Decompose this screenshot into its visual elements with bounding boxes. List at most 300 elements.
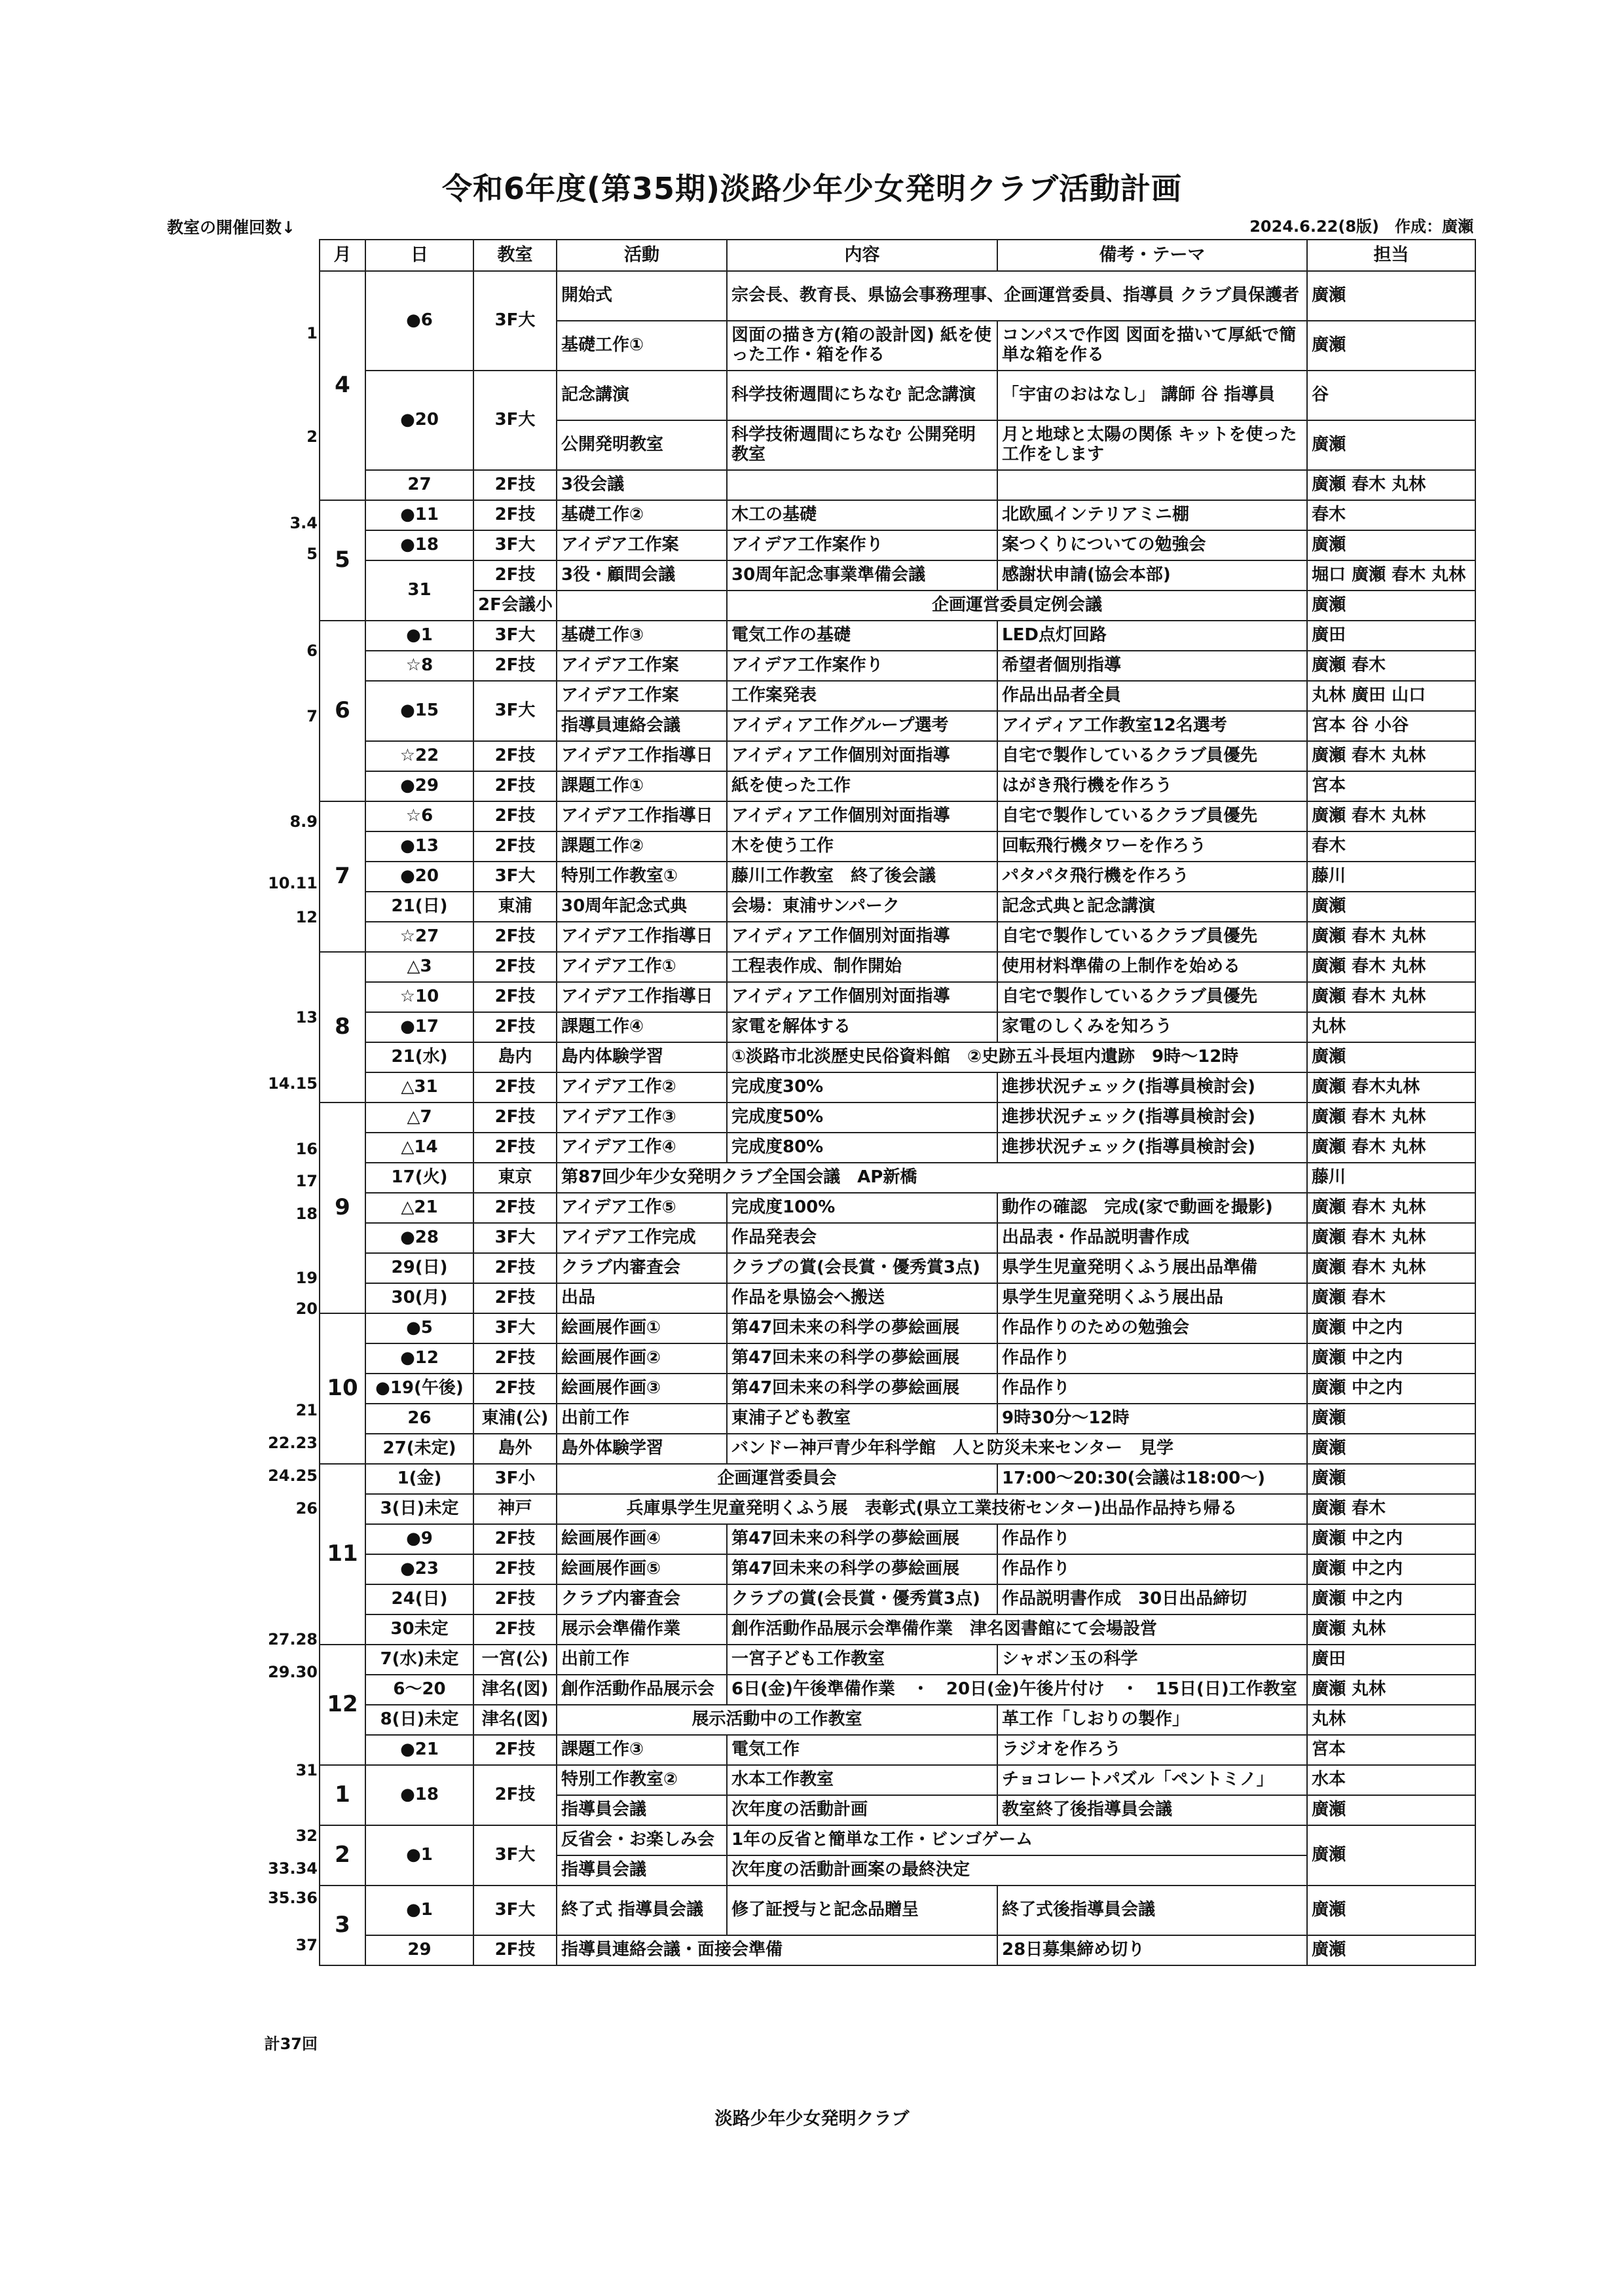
room-cell: 2F技: [473, 1343, 557, 1374]
room-cell: 2F技: [473, 1374, 557, 1404]
activity-cell: 第87回少年少女発明クラブ全国会議 AP新橋: [557, 1163, 1307, 1193]
day-cell: △7: [365, 1102, 473, 1133]
day-cell: 30未定: [365, 1614, 473, 1645]
content-cell: 創作活動作品展示会準備作業 津名図書館にて会場設営: [727, 1614, 1307, 1645]
staff-cell: 廣瀬 春木 丸林: [1307, 1253, 1475, 1283]
staff-cell: 丸林: [1307, 1705, 1475, 1735]
staff-cell: 廣瀬 春木 丸林: [1307, 741, 1475, 771]
table-row: [320, 1464, 1475, 1494]
column-header-month: 月: [320, 240, 365, 271]
session-count-label: 教室の開催回数↓: [167, 218, 295, 237]
staff-cell: 廣瀬 中之内: [1307, 1584, 1475, 1614]
notes-cell: 進捗状況チェック(指導員検討会): [997, 1072, 1307, 1102]
content-cell: 工作案発表: [727, 681, 997, 711]
content-cell: クラブの賞(会長賞・優秀賞3点): [727, 1253, 997, 1283]
staff-cell: 春木: [1307, 500, 1475, 530]
content-cell: 図面の描き方(箱の設計図) 紙を使った工作・箱を作る: [727, 321, 997, 371]
activity-cell: 島内体験学習: [557, 1042, 727, 1072]
content-cell: 6日(金)午後準備作業 ・ 20日(金)午後片付け ・ 15日(日)工作教室: [727, 1675, 1307, 1705]
notes-cell: 9時30分～12時: [997, 1404, 1307, 1434]
table-row: [320, 271, 1475, 321]
table-header-row: [320, 240, 1475, 271]
table-row: [320, 1313, 1475, 1343]
day-cell: 1(金): [365, 1464, 473, 1494]
activity-cell: 指導員会議: [557, 1855, 727, 1886]
day-cell: ☆10: [365, 982, 473, 1012]
room-cell: 2F技: [473, 1193, 557, 1223]
room-cell: 3F小: [473, 1464, 557, 1494]
table-row: [320, 1705, 1475, 1735]
activity-cell: 絵画展作画⑤: [557, 1554, 727, 1584]
session-count: 16: [295, 1140, 318, 1158]
day-cell: ☆22: [365, 741, 473, 771]
room-cell: 東浦: [473, 892, 557, 922]
day-cell: 29: [365, 1935, 473, 1965]
day-cell: 21(日): [365, 892, 473, 922]
staff-cell: 廣瀬: [1307, 1935, 1475, 1965]
activity-cell: アイデア工作④: [557, 1133, 727, 1163]
content-cell: バンドー神戸青少年科学館 人と防災未来センター 見学: [727, 1434, 1307, 1464]
day-cell: ●23: [365, 1554, 473, 1584]
content-cell: アイディア工作個別対面指導: [727, 982, 997, 1012]
table-row: [320, 1584, 1475, 1614]
day-cell: 29(日): [365, 1253, 473, 1283]
room-cell: 2F技: [473, 1102, 557, 1133]
session-count: 17: [295, 1172, 318, 1190]
activity-cell: アイデア工作⑤: [557, 1193, 727, 1223]
table-row: [320, 1102, 1475, 1133]
staff-cell: 廣瀬: [1307, 1795, 1475, 1825]
notes-cell: 北欧風インテリアミニ棚: [997, 500, 1307, 530]
staff-cell: 廣瀬: [1307, 530, 1475, 560]
day-cell: ●12: [365, 1343, 473, 1374]
activity-cell: アイデア工作①: [557, 952, 727, 982]
staff-cell: 廣瀬 春木 丸林: [1307, 470, 1475, 500]
staff-cell: 廣瀬: [1307, 271, 1475, 321]
activity-cell: 島外体験学習: [557, 1434, 727, 1464]
content-cell: 第47回未来の科学の夢絵画展: [727, 1313, 997, 1343]
activity-cell: 課題工作③: [557, 1735, 727, 1765]
room-cell: 3F大: [473, 1825, 557, 1886]
session-count: 35.36: [268, 1889, 318, 1907]
activity-cell: 3役・顧問会議: [557, 560, 727, 591]
staff-cell: 廣瀬 中之内: [1307, 1554, 1475, 1584]
activity-cell: アイデア工作指導日: [557, 982, 727, 1012]
table-row: [320, 1343, 1475, 1374]
content-cell: アイディア工作個別対面指導: [727, 741, 997, 771]
table-row: [320, 1042, 1475, 1072]
staff-cell: 宮本: [1307, 1735, 1475, 1765]
day-cell: ●19(午後): [365, 1374, 473, 1404]
activity-cell: 反省会・お楽しみ会: [557, 1825, 727, 1855]
session-count: 19: [295, 1269, 318, 1287]
content-cell: 完成度50%: [727, 1102, 997, 1133]
month-cell: 4: [320, 271, 365, 500]
session-count: 6: [306, 642, 318, 660]
day-cell: △21: [365, 1193, 473, 1223]
staff-cell: 廣瀬 丸林: [1307, 1614, 1475, 1645]
day-cell: 6～20: [365, 1675, 473, 1705]
notes-cell: チョコレートパズル「ペントミノ」: [997, 1765, 1307, 1795]
table-row: [320, 1675, 1475, 1705]
activity-cell: アイデア工作案: [557, 530, 727, 560]
staff-cell: 廣瀬 丸林: [1307, 1675, 1475, 1705]
notes-cell: 案つくりについての勉強会: [997, 530, 1307, 560]
room-cell: 2F技: [473, 922, 557, 952]
room-cell: 2F技: [473, 560, 557, 591]
notes-cell: 自宅で製作しているクラブ員優先: [997, 982, 1307, 1012]
content-cell: 科学技術週間にちなむ 記念講演: [727, 371, 997, 420]
day-cell: △14: [365, 1133, 473, 1163]
notes-cell: 「宇宙のおはなし」 講師 谷 指導員: [997, 371, 1307, 420]
session-count: 14.15: [268, 1074, 318, 1093]
content-cell: 家電を解体する: [727, 1012, 997, 1042]
notes-cell: LED点灯回路: [997, 621, 1307, 651]
month-cell: 6: [320, 621, 365, 801]
content-cell: 次年度の活動計画: [727, 1795, 997, 1825]
activity-cell: 出前工作: [557, 1645, 727, 1675]
content-cell: 作品発表会: [727, 1223, 997, 1253]
table-row: [320, 1645, 1475, 1675]
table-row: [320, 862, 1475, 892]
session-count: 31: [295, 1761, 318, 1779]
table-row: [320, 1072, 1475, 1102]
activity-cell: アイデア工作②: [557, 1072, 727, 1102]
day-cell: ●6: [365, 271, 473, 371]
staff-cell: 廣瀬 春木 丸林: [1307, 801, 1475, 831]
table-row: [320, 1494, 1475, 1524]
table-row: [320, 560, 1475, 591]
session-count: 22.23: [268, 1434, 318, 1452]
room-cell: 2F技: [473, 500, 557, 530]
activity-cell: 指導員連絡会議・面接会準備: [557, 1935, 997, 1965]
day-cell: ●1: [365, 621, 473, 651]
column-header-content: 内容: [727, 240, 997, 271]
day-cell: ☆6: [365, 801, 473, 831]
content-cell: 第47回未来の科学の夢絵画展: [727, 1374, 997, 1404]
staff-cell: 水本: [1307, 1765, 1475, 1795]
day-cell: ●13: [365, 831, 473, 862]
day-cell: ●18: [365, 1765, 473, 1825]
day-cell: ●21: [365, 1735, 473, 1765]
staff-cell: 廣瀬: [1307, 321, 1475, 371]
day-cell: ●5: [365, 1313, 473, 1343]
activity-cell: 指導員会議: [557, 1795, 727, 1825]
activity-cell: 展示会準備作業: [557, 1614, 727, 1645]
table-row: [320, 651, 1475, 681]
month-cell: 10: [320, 1313, 365, 1464]
room-cell: 2F技: [473, 1133, 557, 1163]
content-cell: 木工の基礎: [727, 500, 997, 530]
content-cell: 展示活動中の工作教室: [557, 1705, 997, 1735]
table-row: [320, 530, 1475, 560]
table-row: [320, 892, 1475, 922]
day-cell: ●20: [365, 862, 473, 892]
content-cell: 紙を使った工作: [727, 771, 997, 801]
activity-cell: クラブ内審査会: [557, 1584, 727, 1614]
day-cell: ●15: [365, 681, 473, 741]
content-cell: 水本工作教室: [727, 1765, 997, 1795]
notes-cell: 作品作り: [997, 1554, 1307, 1584]
activity-cell: アイデア工作完成: [557, 1223, 727, 1253]
room-cell: 東浦(公): [473, 1404, 557, 1434]
day-cell: ●29: [365, 771, 473, 801]
table-row: [320, 801, 1475, 831]
activity-cell: アイデア工作指導日: [557, 741, 727, 771]
session-count: 33.34: [268, 1859, 318, 1878]
activity-cell: クラブ内審査会: [557, 1253, 727, 1283]
activity-plan-table: [319, 239, 1476, 1966]
room-cell: 3F大: [473, 1313, 557, 1343]
staff-cell: 藤川: [1307, 862, 1475, 892]
notes-cell: 作品説明書作成 30日出品締切: [997, 1584, 1307, 1614]
table-row: [320, 1614, 1475, 1645]
activity-cell: 出品: [557, 1283, 727, 1313]
room-cell: 2F技: [473, 1283, 557, 1313]
staff-cell: 廣瀬 春木 丸林: [1307, 1193, 1475, 1223]
content-cell: アイディア工作個別対面指導: [727, 801, 997, 831]
room-cell: 3F大: [473, 1223, 557, 1253]
content-cell: 完成度100%: [727, 1193, 997, 1223]
room-cell: 2F技: [473, 1614, 557, 1645]
content-cell: 宗会長、教育長、県協会事務理事、企画運営委員、指導員 クラブ員保護者: [727, 271, 1307, 321]
content-cell: クラブの賞(会長賞・優秀賞3点): [727, 1584, 997, 1614]
room-cell: 3F大: [473, 862, 557, 892]
notes-cell: 月と地球と太陽の関係 キットを使った工作をします: [997, 420, 1307, 470]
content-cell: 工程表作成、制作開始: [727, 952, 997, 982]
staff-cell: 廣瀬: [1307, 1886, 1475, 1935]
staff-cell: 廣瀬: [1307, 420, 1475, 470]
table-row: [320, 1554, 1475, 1584]
content-cell: 第47回未来の科学の夢絵画展: [727, 1524, 997, 1554]
content-cell: 一宮子ども工作教室: [727, 1645, 997, 1675]
notes-cell: パタパタ飛行機を作ろう: [997, 862, 1307, 892]
staff-cell: 藤川: [1307, 1163, 1475, 1193]
table-row: [320, 500, 1475, 530]
staff-cell: 廣瀬 春木: [1307, 651, 1475, 681]
session-count: 37: [295, 1936, 318, 1954]
column-header-day: 日: [365, 240, 473, 271]
table-row: [320, 681, 1475, 711]
session-count: 8.9: [289, 812, 318, 831]
notes-cell: 希望者個別指導: [997, 651, 1307, 681]
staff-cell: 廣瀬 春木: [1307, 1283, 1475, 1313]
room-cell: 2F技: [473, 982, 557, 1012]
content-cell: ①淡路市北淡歴史民俗資料館 ②史跡五斗長垣内遺跡 9時～12時: [727, 1042, 1307, 1072]
table-row: [320, 1524, 1475, 1554]
room-cell: 2F技: [473, 1012, 557, 1042]
notes-cell: 作品作り: [997, 1524, 1307, 1554]
notes-cell: 家電のしくみを知ろう: [997, 1012, 1307, 1042]
staff-cell: 廣瀬 中之内: [1307, 1374, 1475, 1404]
content-cell: 電気工作の基礎: [727, 621, 997, 651]
content-cell: アイデア工作案作り: [727, 651, 997, 681]
session-count: 29.30: [268, 1663, 318, 1681]
table-row: [320, 1253, 1475, 1283]
activity-cell: 特別工作教室①: [557, 862, 727, 892]
content-cell: 東浦子ども教室: [727, 1404, 997, 1434]
session-count: 13: [295, 1008, 318, 1027]
room-cell: 2F技: [473, 1072, 557, 1102]
version-info: 2024.6.22(8版) 作成：廣瀬: [1249, 217, 1473, 236]
content-cell: 1年の反省と簡単な工作・ビンゴゲーム: [727, 1825, 1307, 1855]
table-row: [320, 1935, 1475, 1965]
room-cell: 東京: [473, 1163, 557, 1193]
room-cell: 2F技: [473, 952, 557, 982]
content-cell: 企画運営委員定例会議: [727, 591, 1307, 621]
activity-cell: [557, 591, 727, 621]
notes-cell: 17:00～20:30(会議は18:00～): [997, 1464, 1307, 1494]
room-cell: 3F大: [473, 271, 557, 371]
room-cell: 2F技: [473, 801, 557, 831]
staff-cell: 廣瀬: [1307, 1434, 1475, 1464]
room-cell: 2F技: [473, 771, 557, 801]
staff-cell: 廣瀬 中之内: [1307, 1524, 1475, 1554]
staff-cell: 廣田: [1307, 1645, 1475, 1675]
session-count: 3.4: [289, 514, 318, 532]
notes-cell: 使用材料準備の上制作を始める: [997, 952, 1307, 982]
month-cell: 1: [320, 1765, 365, 1825]
activity-cell: 特別工作教室②: [557, 1765, 727, 1795]
table-row: [320, 1163, 1475, 1193]
table-row: [320, 831, 1475, 862]
month-cell: 8: [320, 952, 365, 1102]
day-cell: ☆8: [365, 651, 473, 681]
staff-cell: 廣瀬 春木丸林: [1307, 1072, 1475, 1102]
table-row: [320, 621, 1475, 651]
content-cell: [727, 470, 997, 500]
table-row: [320, 1223, 1475, 1253]
table-row: [320, 1283, 1475, 1313]
activity-cell: 兵庫県学生児童発明くふう展 表彰式(県立工業技術センター)出品作品持ち帰る: [557, 1494, 1307, 1524]
table-row: [320, 1434, 1475, 1464]
room-cell: 2F技: [473, 651, 557, 681]
activity-cell: アイデア工作③: [557, 1102, 727, 1133]
session-count: 27.28: [268, 1630, 318, 1649]
notes-cell: 進捗状況チェック(指導員検討会): [997, 1102, 1307, 1133]
activity-cell: アイデア工作指導日: [557, 801, 727, 831]
session-count: 24.25: [268, 1467, 318, 1485]
notes-cell: 県学生児童発明くふう展出品準備: [997, 1253, 1307, 1283]
staff-cell: 丸林: [1307, 1012, 1475, 1042]
staff-cell: 谷: [1307, 371, 1475, 420]
notes-cell: 県学生児童発明くふう展出品: [997, 1283, 1307, 1313]
content-cell: 修了証授与と記念品贈呈: [727, 1886, 997, 1935]
month-cell: 5: [320, 500, 365, 621]
day-cell: ●1: [365, 1825, 473, 1886]
notes-cell: 進捗状況チェック(指導員検討会): [997, 1133, 1307, 1163]
activity-cell: 終了式 指導員会議: [557, 1886, 727, 1935]
content-cell: 会場：東浦サンパーク: [727, 892, 997, 922]
activity-cell: 基礎工作②: [557, 500, 727, 530]
day-cell: 26: [365, 1404, 473, 1434]
notes-cell: はがき飛行機を作ろう: [997, 771, 1307, 801]
activity-cell: 絵画展作画③: [557, 1374, 727, 1404]
notes-cell: コンパスで作図 図面を描いて厚紙で簡単な箱を作る: [997, 321, 1307, 371]
activity-cell: 記念講演: [557, 371, 727, 420]
day-cell: ●18: [365, 530, 473, 560]
content-cell: 科学技術週間にちなむ 公開発明教室: [727, 420, 997, 470]
column-header-staff: 担当: [1307, 240, 1475, 271]
staff-cell: 堀口 廣瀬 春木 丸林: [1307, 560, 1475, 591]
content-cell: 30周年記念事業準備会議: [727, 560, 997, 591]
notes-cell: 作品出品者全員: [997, 681, 1307, 711]
day-cell: 31: [365, 560, 473, 621]
day-cell: ●17: [365, 1012, 473, 1042]
staff-cell: 春木: [1307, 831, 1475, 862]
table-row: [320, 1825, 1475, 1855]
column-header-notes: 備考・テーマ: [997, 240, 1307, 271]
room-cell: 2F技: [473, 1253, 557, 1283]
notes-cell: 終了式後指導員会議: [997, 1886, 1307, 1935]
notes-cell: 自宅で製作しているクラブ員優先: [997, 741, 1307, 771]
notes-cell: 動作の確認 完成(家で動画を撮影): [997, 1193, 1307, 1223]
notes-cell: 感謝状申請(協会本部): [997, 560, 1307, 591]
day-cell: 17(火): [365, 1163, 473, 1193]
column-header-room: 教室: [473, 240, 557, 271]
room-cell: 2F技: [473, 1765, 557, 1825]
session-count: 21: [295, 1401, 318, 1419]
room-cell: 2F技: [473, 1554, 557, 1584]
staff-cell: 廣田: [1307, 621, 1475, 651]
month-cell: 9: [320, 1102, 365, 1313]
day-cell: ●1: [365, 1886, 473, 1935]
day-cell: 30(月): [365, 1283, 473, 1313]
room-cell: 2F会議小: [473, 591, 557, 621]
staff-cell: 廣瀬: [1307, 1404, 1475, 1434]
notes-cell: 自宅で製作しているクラブ員優先: [997, 801, 1307, 831]
notes-cell: 作品作りのための勉強会: [997, 1313, 1307, 1343]
table-row: [320, 591, 1475, 621]
notes-cell: [997, 470, 1307, 500]
content-cell: 第47回未来の科学の夢絵画展: [727, 1343, 997, 1374]
room-cell: 島内: [473, 1042, 557, 1072]
staff-cell: 丸林 廣田 山口: [1307, 681, 1475, 711]
content-cell: アイディア工作グループ選考: [727, 711, 997, 741]
table-row: [320, 1012, 1475, 1042]
staff-cell: 廣瀬 春木 丸林: [1307, 922, 1475, 952]
content-cell: 電気工作: [727, 1735, 997, 1765]
content-cell: 木を使う工作: [727, 831, 997, 862]
table-row: [320, 982, 1475, 1012]
day-cell: 24(日): [365, 1584, 473, 1614]
room-cell: 2F技: [473, 470, 557, 500]
table-row: [320, 922, 1475, 952]
month-cell: 12: [320, 1645, 365, 1765]
activity-cell: 30周年記念式典: [557, 892, 727, 922]
day-cell: ●9: [365, 1524, 473, 1554]
activity-cell: 絵画展作画④: [557, 1524, 727, 1554]
activity-cell: アイデア工作案: [557, 651, 727, 681]
content-cell: 完成度80%: [727, 1133, 997, 1163]
staff-cell: 廣瀬 春木 丸林: [1307, 982, 1475, 1012]
staff-cell: 廣瀬 中之内: [1307, 1343, 1475, 1374]
notes-cell: 28日募集締め切り: [997, 1935, 1307, 1965]
staff-cell: 廣瀬: [1307, 1464, 1475, 1494]
table-row: [320, 1193, 1475, 1223]
day-cell: ●20: [365, 371, 473, 470]
notes-cell: 作品作り: [997, 1343, 1307, 1374]
staff-cell: 廣瀬 中之内: [1307, 1313, 1475, 1343]
activity-cell: 指導員連絡会議: [557, 711, 727, 741]
room-cell: 2F技: [473, 1584, 557, 1614]
activity-cell: 課題工作①: [557, 771, 727, 801]
notes-cell: 出品表・作品説明書作成: [997, 1223, 1307, 1253]
room-cell: 2F技: [473, 1524, 557, 1554]
day-cell: 27: [365, 470, 473, 500]
activity-cell: 絵画展作画②: [557, 1343, 727, 1374]
staff-cell: 廣瀬 春木 丸林: [1307, 1133, 1475, 1163]
